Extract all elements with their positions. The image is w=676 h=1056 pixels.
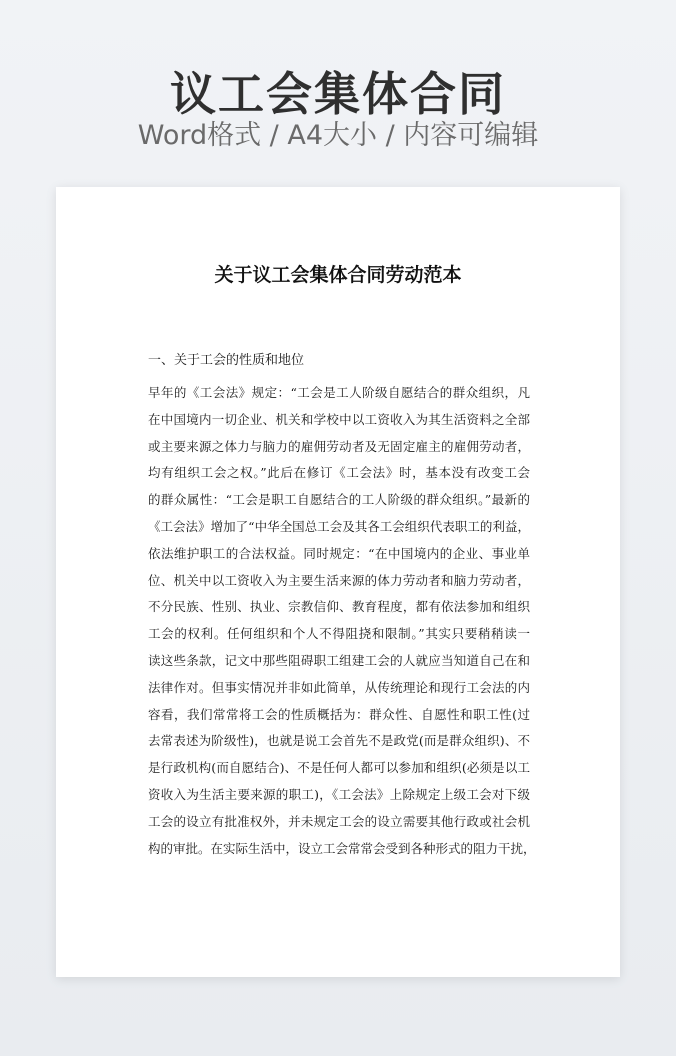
body-line: 早年的《工会法》规定：“工会是工人阶级自愿结合的群众组织，凡 bbox=[148, 385, 530, 400]
body-line: 法律作对。但事实情况并非如此简单，从传统理论和现行工会法的内 bbox=[148, 679, 530, 695]
section-heading: 一、关于工会的性质和地位 bbox=[148, 353, 305, 368]
body-line: 或主要来源之体力与脑力的雇佣劳动者及无固定雇主的雇佣劳动者， bbox=[148, 438, 530, 454]
body-line: 构的审批。在实际生活中，设立工会常常会受到各种形式的阻力干扰， bbox=[148, 840, 536, 856]
body-line: 均有组织工会之权。”此后在修订《工会法》时，基本没有改变工会 bbox=[148, 465, 530, 481]
body-line: 位、机关中以工资收入为主要生活来源的体力劳动者和脑力劳动者， bbox=[148, 572, 530, 588]
body-line: 依法维护职工的合法权益。同时规定：“在中国境内的企业、事业单 bbox=[148, 545, 530, 561]
banner-subtitle: Word格式 / A4大小 / 内容可编辑 bbox=[137, 120, 539, 151]
body-line: 《工会法》增加了“中华全国总工会及其各工会组织代表职工的利益， bbox=[148, 518, 530, 534]
body-line: 读这些条款，记文中那些阻碍职工组建工会的人就应当知道自己在和 bbox=[148, 652, 530, 668]
document-body bbox=[148, 380, 536, 862]
body-line: 的群众属性：“工会是职工自愿结合的工人阶级的群众组织。”最新的 bbox=[148, 492, 530, 508]
banner-title: 议工会集体合同 bbox=[170, 67, 506, 121]
body-line: 工会的权利。任何组织和个人不得阻挠和限制。”其实只要稍稍读一 bbox=[148, 626, 530, 642]
body-line: 不分民族、性别、执业、宗教信仰、教育程度，都有依法参加和组织 bbox=[148, 599, 530, 615]
body-line: 资收入为生活主要来源的职工)，《工会法》上除规定上级工会对下级 bbox=[148, 786, 530, 802]
body-line: 工会的设立有批准权外，并未规定工会的设立需要其他行政或社会机 bbox=[148, 813, 530, 829]
body-line: 是行政机构(而自愿结合)、不是任何人都可以参加和组织(必须是以工 bbox=[148, 760, 530, 776]
body-line: 容看，我们常常将工会的性质概括为：群众性、自愿性和职工性(过 bbox=[148, 706, 530, 722]
document-page bbox=[56, 187, 620, 977]
document-title: 关于议工会集体合同劳动范本 bbox=[214, 264, 462, 286]
body-line: 在中国境内一切企业、机关和学校中以工资收入为其生活资料之全部 bbox=[148, 411, 530, 427]
body-line: 去常表述为阶级性)，也就是说工会首先不是政党(而是群众组织)、不 bbox=[148, 733, 530, 749]
